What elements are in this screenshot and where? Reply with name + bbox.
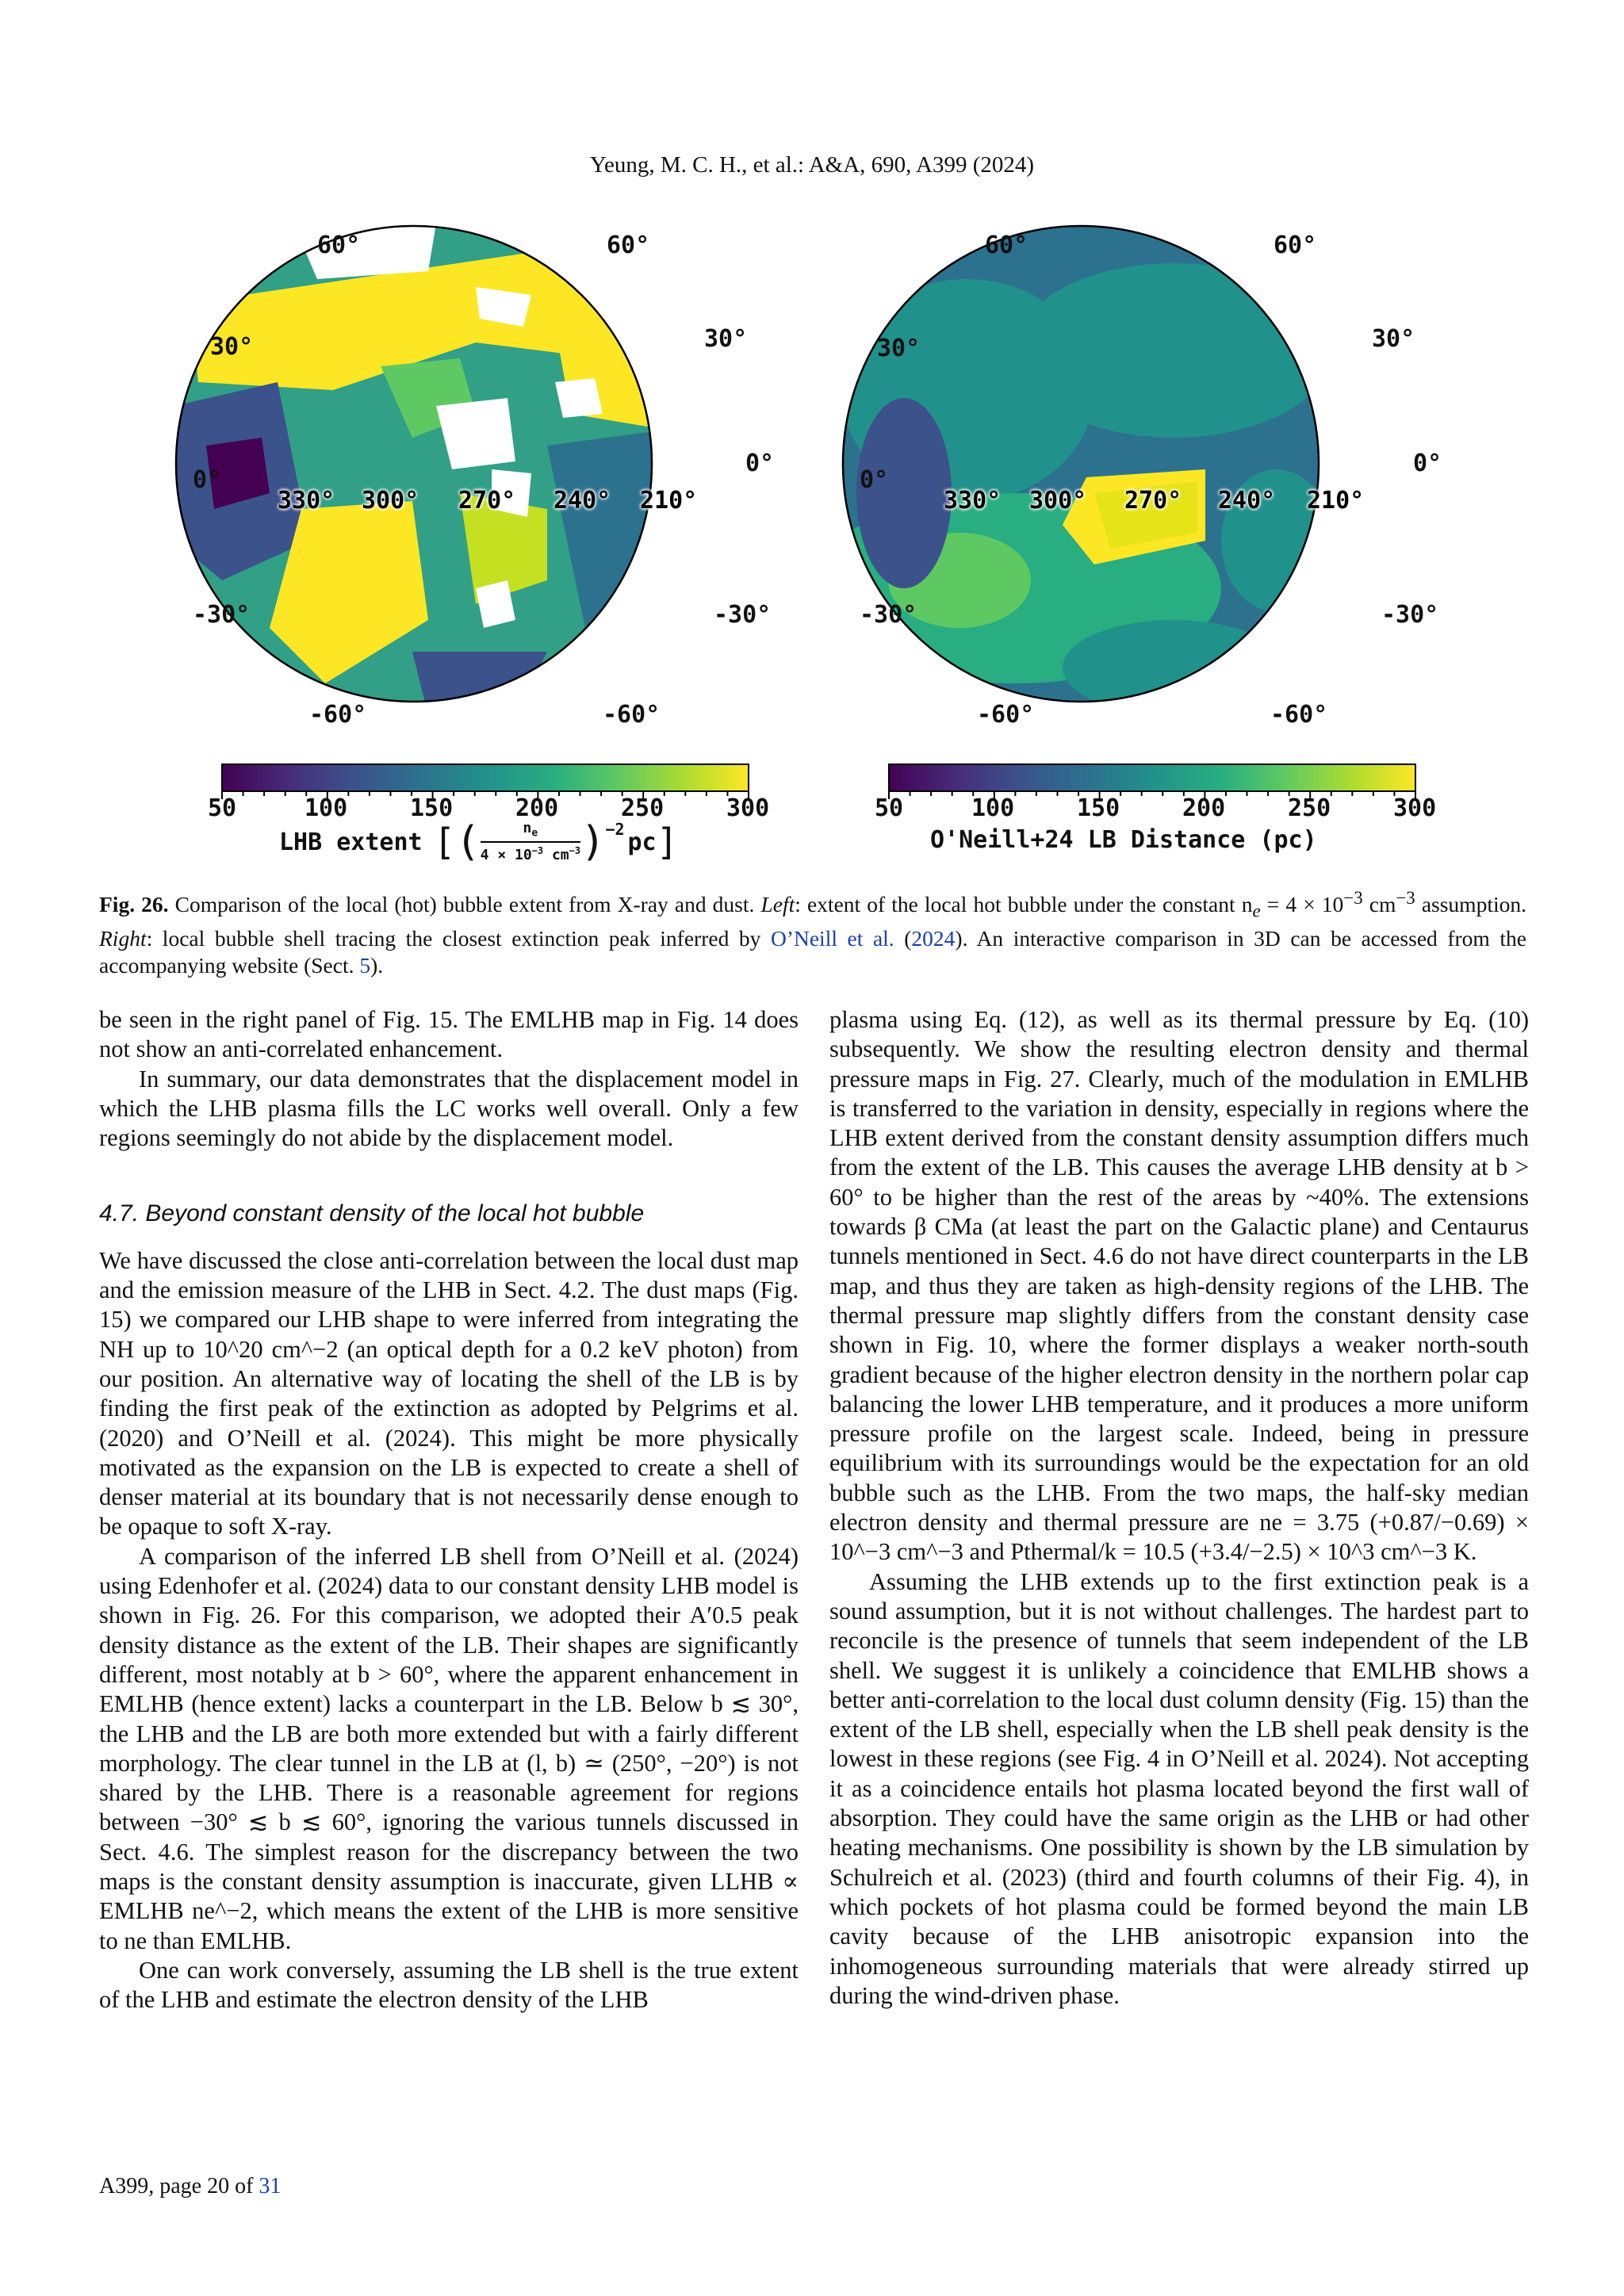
caption-label: Fig. 26. [99, 892, 169, 917]
right-lat-label-right: -30° [1381, 601, 1439, 629]
left-column [99, 1005, 799, 2015]
right-lon-label: 330° [944, 487, 1002, 515]
paragraph: A comparison of the inferred LB shell from O’Neill et al. (2024) using Edenhofer et al. (2024) data to our constant density LHB model is shown in Fig. 26. For this comparison, we adopted their A′0.5 peak density distance as the extent of the LB. Their shapes are significantly different, most notably at b > 60°, where the apparent enhancement in EMLHB (hence extent) lacks a counterpart in the LB. Below b ≲ 30°, the LHB and the LB are both more extended but with a fairly different morphology. The clear tunnel in the LB at (l, b) ≃ (250°, −20°) is not shared by the LHB. There is a reasonable agreement for regions between −30° ≲ b ≲ 60°, ignoring the various tunnels discussed in Sect. 4.6. The simplest reason for the discrepancy between the two maps is the constant density assumption is inaccurate, given LLHB ∝ EMLHB ne^−2, which means the extent of the LHB is more sensitive to ne than EMLHB. [99, 1542, 799, 1954]
right-lat-label-right: 0° [1413, 450, 1442, 477]
right-lat-label-left: -60° [977, 701, 1035, 729]
right-lon-label: 300° [1029, 487, 1087, 515]
right-column [829, 1005, 1529, 2011]
running-header: Yeung, M. C. H., et al.: A&A, 690, A399 (2024) [589, 152, 1035, 178]
paragraph: Assuming the LHB extends up to the first extinction peak is a sound assumption, but it is not without challenges. The hardest part to reconcile is the presence of tunnels that seem independent of the LB shell. We suggest it is unlikely a coincidence that EMLHB shows a better anti-correlation to the local dust column density (Fig. 15) than the extent of the LB shell, especially when the LB shell peak density is the lowest in these regions (see Fig. 4 in O’Neill et al. 2024). Not accepting it as a coincidence entails hot plasma located beyond the first wall of absorption. They could have the same origin as the LHB or had other heating mechanisms. One possibility is shown by the LB simulation by Schulreich et al. (2023) (third and fourth columns of their Fig. 4), in which pockets of hot plasma could be formed beyond the main LB cavity because of the LHB anisotropic expansion into the inhomogeneous surrounding materials that were already stirred up during the wind-driven phase. [829, 1567, 1529, 2009]
left-lat-label-right: 60° [607, 232, 650, 259]
caption-text: Comparison of the local (hot) bubble extent from X-ray and dust. [168, 892, 761, 917]
left-colorbar-tick: 100 [304, 794, 348, 822]
caption-text: cm [1362, 892, 1396, 917]
right-colorbar-tick: 200 [1182, 794, 1226, 822]
right-lat-label-right: 30° [1372, 325, 1415, 353]
section-heading: 4.7. Beyond constant density of the local hot bubble [99, 1200, 645, 1227]
footer-text: A399, page 20 of [99, 2174, 259, 2198]
paragraph: In summary, our data demonstrates that the displacement model in which the LHB plasma fills the LC works well overall. Only a few regions seemingly do not abide by the displacement model. [99, 1065, 799, 1152]
right-lon-label: 270° [1124, 487, 1182, 515]
figure-26 [174, 208, 1459, 866]
total-pages-link[interactable]: 31 [259, 2174, 282, 2198]
paragraph: be seen in the right panel of Fig. 15. The EMLHB map in Fig. 14 does not show an anti-correlated enhancement. [99, 1006, 799, 1063]
left-lat-label-right: 30° [704, 325, 748, 353]
left-colorbar-tick: 200 [515, 794, 559, 822]
left-colorbar-tick: 50 [208, 794, 237, 822]
citation-link[interactable]: O’Neill et al. [770, 925, 894, 951]
right-colorbar-tick: 300 [1393, 794, 1437, 822]
right-lon-label: 240° [1218, 487, 1276, 515]
caption-text: = 4 × 10 [1260, 892, 1344, 917]
right-lat-label-left: 30° [877, 335, 921, 362]
caption-text: ( [894, 925, 912, 951]
paragraph: We have discussed the close anti-correlation between the local dust map and the emission measure of the LHB in Sect. 4.2. The dust maps (Fig. 15) we compared our LHB shape to were inferred from integrating the NH up to 10^20 cm^−2 (an optical depth for a 0.2 keV photon) from our position. An alternative way of locating the shell of the LB is by finding the first peak of the extinction as adopted by Pelgrims et al. (2020) and O’Neill et al. (2024). This might be more physically motivated as the expansion on the LB is expected to create a shell of denser material at its boundary that is not necessarily dense enough to be opaque to soft X-ray. [99, 1246, 799, 1540]
right-lat-label-left: -30° [860, 601, 917, 629]
left-colorbar-tick: 250 [621, 794, 665, 822]
caption-text: ). An interactive comparison in 3D can be accessed from the accompanying website (Sect. [99, 925, 1526, 978]
right-lat-label-left: 60° [985, 232, 1028, 259]
caption-text: assumption. [1415, 892, 1526, 917]
right-lat-label-right: -60° [1270, 701, 1328, 729]
paragraph: One can work conversely, assuming the LB shell is the true extent of the LHB and estimate the electron density of the LHB [99, 1956, 799, 2014]
right-colorbar-label: O'Neill+24 LB Distance (pc) [930, 826, 1317, 854]
caption-text: : local bubble shell tracing the closest extinction peak inferred by [146, 925, 771, 951]
left-lat-label-left: -60° [309, 701, 367, 729]
caption-right-word: Right [99, 925, 147, 951]
left-colorbar-label: LHB extent [ ( $n_e$ $4 \times 10^{-3}$ $cm^{-3}$ ) −2 pc ] [279, 818, 679, 866]
right-lat-label-left: 0° [860, 466, 889, 494]
left-lat-label-left: -30° [193, 601, 251, 629]
left-lon-label: 300° [362, 487, 419, 515]
left-lon-label: 210° [640, 487, 698, 515]
section-link[interactable]: 5 [359, 952, 371, 978]
left-colorbar-tick: 300 [726, 794, 770, 822]
page-footer [99, 2174, 281, 2199]
left-lat-label-left: 30° [210, 333, 254, 361]
left-lon-label: 240° [553, 487, 611, 515]
left-colorbar-label-text: LHB extent [279, 828, 423, 856]
figure-caption: Fig. 26. Comparison of the local (hot) bubble extent from X-ray and dust. Left: extent of the local hot bubble under the constant $n_e = 4 \times 10^{-3}$ $cm^{-3}$ assumption. Right: local bubble shell tracing the closest extinction peak inferred by O’Neill et al. (2024). An interactive comparison in 3D can be accessed from the accompanying website (Sect. 5). [99, 888, 1526, 978]
caption-text: ). [370, 952, 384, 978]
left-lat-label-right: -60° [603, 701, 661, 729]
caption-text: : extent of the local hot bubble under the constant n [795, 892, 1253, 917]
caption-left-word: Left [760, 892, 795, 917]
left-lat-label-right: -30° [714, 601, 772, 629]
right-lon-label: 210° [1307, 487, 1365, 515]
left-lat-label-right: 0° [745, 450, 775, 477]
right-colorbar-tick: 50 [875, 794, 904, 822]
left-colorbar-tick: 150 [410, 794, 454, 822]
left-lat-label-left: 0° [193, 466, 222, 494]
left-lon-label: 330° [278, 487, 335, 515]
right-lat-label-right: 60° [1274, 232, 1317, 259]
left-lon-label: 270° [458, 487, 516, 515]
right-colorbar-tick: 100 [971, 794, 1015, 822]
right-colorbar-tick: 250 [1288, 794, 1331, 822]
paragraph: plasma using Eq. (12), as well as its thermal pressure by Eq. (10) subsequently. We show the resulting electron density and thermal pressure maps in Fig. 27. Clearly, much of the modulation in EMLHB is transferred to the variation in density, especially in regions where the LHB extent derived from the constant density assumption differs much from the extent of the LB. This causes the average LHB density at b > 60° to be higher than the rest of the areas by ~40%. The extensions towards β CMa (at least the part on the Galactic plane) and Centaurus tunnels mentioned in Sect. 4.6 do not have direct counterparts in the LB map, and thus they are taken as high-density regions of the LHB. The thermal pressure map slightly differs from the constant density case shown in Fig. 10, where the former displays a weaker north-south gradient because of the higher electron density in the northern polar cap balancing the lower LHB temperature, and it produces a more uniform pressure profile on the largest scale. Indeed, being in pressure equilibrium with its surroundings would be the expectation for an old bubble such as the LHB. From the two maps, the half-sky median electron density and thermal pressure are ne = 3.75 (+0.87/−0.69) × 10^−3 cm^−3 and Pthermal/k = 10.5 (+3.4/−2.5) × 10^3 cm^−3 K. [829, 1006, 1529, 1566]
citation-year-link[interactable]: 2024 [911, 925, 956, 951]
left-lat-label-left: 60° [317, 232, 361, 259]
right-colorbar-tick: 150 [1077, 794, 1120, 822]
